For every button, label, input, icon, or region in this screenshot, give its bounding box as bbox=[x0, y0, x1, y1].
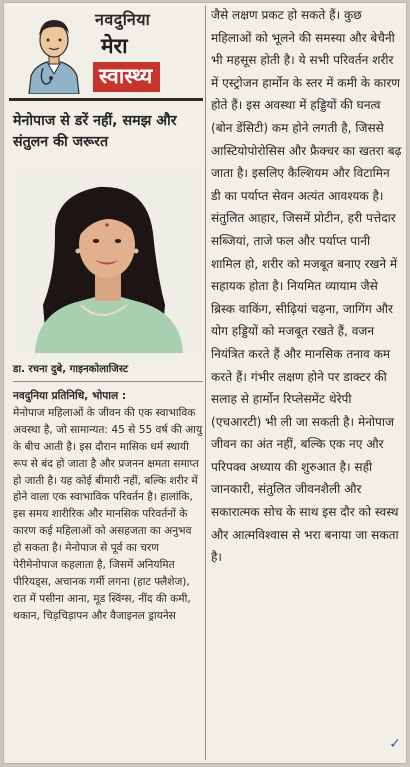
byline: नवदुनिया प्रतिनिधि, भोपाल : bbox=[13, 390, 127, 402]
brand-tag: स्वास्थ्य bbox=[93, 62, 160, 92]
doctor-icon bbox=[21, 10, 87, 94]
headline: मेनोपाज से डरें नहीं, समझ और संतुलन की जरूरत bbox=[13, 113, 177, 150]
left-column bbox=[9, 6, 203, 762]
brand-line-2: मेरा bbox=[101, 34, 128, 58]
column-divider bbox=[205, 6, 206, 760]
right-column bbox=[209, 4, 403, 760]
masthead bbox=[9, 6, 203, 101]
pen-mark-icon: ✓ bbox=[389, 736, 401, 752]
article-body-left: मेनोपाज महिलाओं के जीवन की एक स्वाभाविक अवस्था है, जो सामान्यत: 45 से 55 वर्ष की आयु के बीच आती है। इस दौरान मासिक धर्म स्थायी रूप से बंद हो जाता है और प्रजनन क्षमता समाप्त हो जाती है। यह कोई बीमारी नहीं, बल्कि शरीर में होने वाला एक स्वाभाविक परिवर्तन है। हालांकि, इस समय शारीरिक और मानसिक परिवर्तनों के कारण कई महिलाओं को असहजता का अनुभव हो सकता है। मेनोपाज से पूर्व का चरण पेरीमेनोपाज कहलाता है, जिसमें अनियमित पीरियड्स, अचानक गर्मी लगना (हाट फ्लैशेज), रात में पसीना आना, मूड स्विंग्स, नींद की कमी, थकान, चिड़चिड़ापन और वैजाइनल ड्रायनेस bbox=[13, 406, 203, 622]
article-body-right: जैसे लक्षण प्रकट हो सकते हैं। कुछ महिलाओं को भूलने की समस्या और बेचैनी भी महसूस होती है। ये सभी परिवर्तन शरीर में एस्ट्रोजन हार्मोन के स्तर में कमी के कारण होते हैं। इस अवस्था में हड्डियों की घनत्व (बोन डेंसिटी) कम होने लगती है, जिससे आस्टियोपोरोसिस और फ्रैक्चर का खतरा बढ़ जाता है। इसलिए कैल्शियम और विटामिन डी का पर्याप्त सेवन अत्यंत आवश्यक है। संतुलित आहार, जिसमें प्रोटीन, हरी पत्तेदार सब्जियां, ताजे फल और पर्याप्त पानी शामिल हो, शरीर को मजबूत बनाए रखने में सहायक होता है। नियमित व्यायाम जैसे ब्रिस्क वाकिंग, सीढ़ियां चढ़ना, जागिंग और योग हड्डियों को मजबूत रखते हैं, वजन नियंत्रित करते हैं और मानसिक तनाव कम करते हैं। गंभीर लक्षण होने पर डाक्टर की सलाह से हार्मोन रिप्लेसमेंट थेरेपी (एचआरटी) भी ली जा सकती है। मेनोपाज जीवन का अंत नहीं, बल्कि एक नए और परिपक्व अध्याय की शुरुआत है। सही जानकारी, संतुलित जीवनशैली और सकारात्मक सोच के साथ इस दौर को स्वस्थ और आत्मविश्वास से भरा बनाया जा सकता है। bbox=[211, 8, 402, 565]
portrait-photo bbox=[15, 165, 201, 353]
brand-line-1: नवदुनिया bbox=[95, 10, 151, 29]
photo-caption: डा. रचना दुबे, गाइनकोलाजिस्ट bbox=[13, 361, 203, 382]
newspaper-clipping bbox=[3, 2, 407, 764]
